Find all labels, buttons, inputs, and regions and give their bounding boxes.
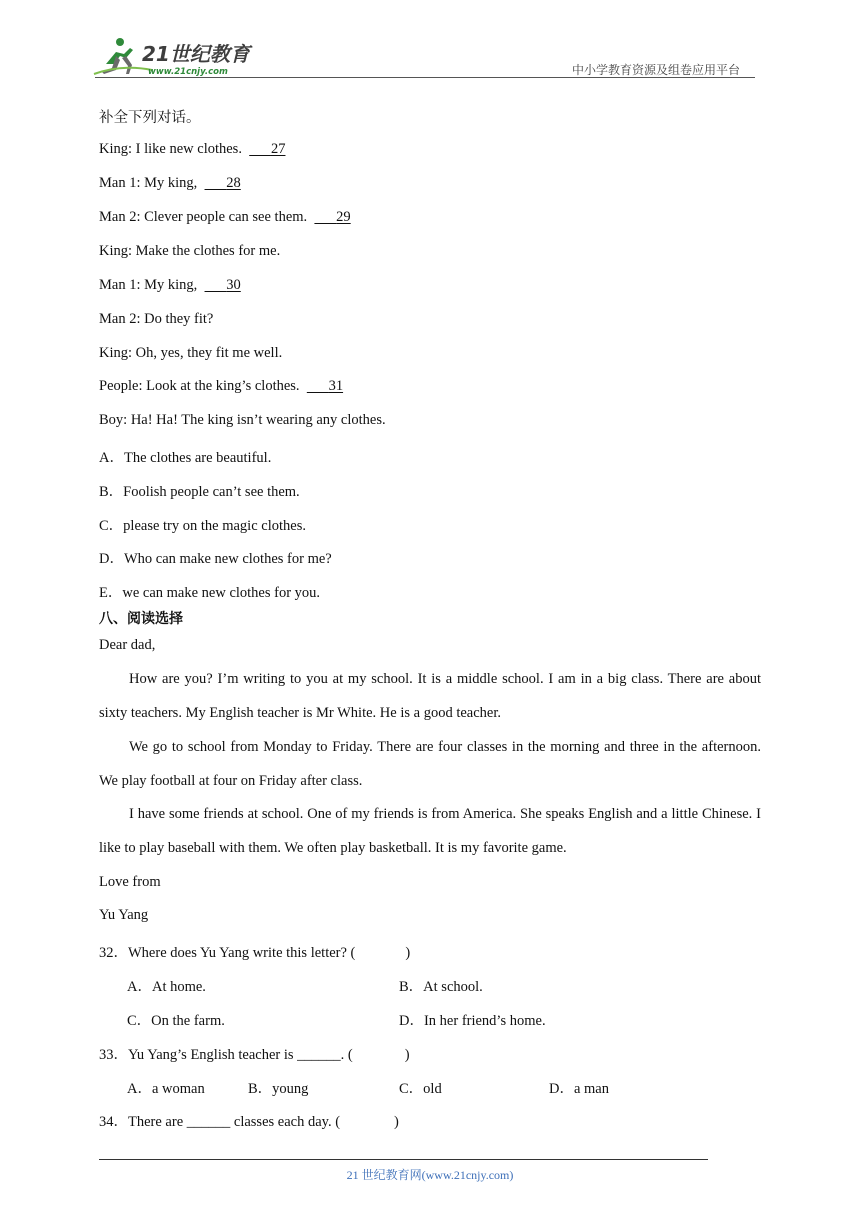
option-c: C．please try on the magic clothes. (99, 518, 306, 534)
footer-divider (99, 1159, 708, 1160)
option-e: E．we can make new clothes for you. (99, 585, 321, 601)
letter-greeting: Dear dad, (99, 637, 156, 653)
q32-option-c: C．On the farm. (127, 1013, 225, 1029)
letter-paragraph: How are you? I’m writing to you at my school. It is a middle school. I am in a big class. There are about sixty teachers. My English teacher is Mr White. He is a good teacher. (99, 671, 761, 721)
question-32: 32．Where does Yu Yang write this letter? ( ) (99, 945, 411, 961)
q32-option-b: B．At school. (399, 979, 483, 995)
letter-paragraph: We go to school from Monday to Friday. There are four classes in the morning and three in the afternoon. We play football at four on Friday after class. (99, 739, 761, 789)
dialogue-line: Man 1: My king, 30 (99, 277, 241, 293)
dialogue-line: Man 2: Clever people can see them. 29 (99, 209, 351, 225)
q33-option-c: C．old (399, 1081, 442, 1097)
q33-option-a: A．a woman (127, 1081, 205, 1097)
option-a: A．The clothes are beautiful. (99, 450, 272, 466)
footer-text: 21 世纪教育网(www.21cnjy.com) (346, 1168, 514, 1182)
question-34: 34．There are ______ classes each day. ( ) (99, 1114, 399, 1130)
answer-blank: 29 (336, 209, 351, 225)
answer-blank: 28 (226, 175, 241, 191)
logo-url: www.21cnjy.com (148, 67, 228, 77)
header-divider (95, 77, 755, 78)
dialogue-line: King: I like new clothes. 27 (99, 141, 286, 157)
answer-blank: 31 (328, 378, 344, 394)
q33-option-b: B．young (248, 1081, 309, 1097)
dialogue-line: Boy: Ha! Ha! The king isn’t wearing any clothes. (99, 412, 386, 428)
dialogue-line: Man 2: Do they fit? (99, 311, 214, 327)
q33-option-d: D．a man (549, 1081, 609, 1097)
dialogue-line: Man 1: My king, 28 (99, 175, 241, 191)
option-d: D．Who can make new clothes for me? (99, 551, 332, 567)
dialogue-line: People: Look at the king’s clothes. 31 (99, 378, 344, 394)
q32-option-d: D．In her friend’s home. (399, 1013, 546, 1029)
header-platform-text: 中小学教育资源及组卷应用平台 (572, 63, 741, 77)
answer-blank: 30 (226, 277, 241, 293)
letter-paragraph: I have some friends at school. One of my friends is from America. She speaks English and a little Chinese. I like to play baseball with them. We often play basketball. It is my favorite game. (99, 806, 761, 856)
option-b: B．Foolish people can’t see them. (99, 484, 300, 500)
question-33: 33．Yu Yang’s English teacher is ______. ( ) (99, 1047, 410, 1063)
letter-signature: Yu Yang (99, 907, 149, 923)
dialogue-line: King: Oh, yes, they fit me well. (99, 345, 283, 361)
section8-title: 八、阅读选择 (99, 611, 183, 627)
logo-title: 21世纪教育 (142, 42, 250, 66)
site-logo (92, 34, 262, 78)
q32-option-a: A．At home. (127, 979, 206, 995)
answer-blank: 27 (270, 141, 286, 157)
letter-closing: Love from (99, 874, 161, 890)
dialogue-line: King: Make the clothes for me. (99, 243, 281, 259)
section7-instruction: 补全下列对话。 (99, 110, 201, 126)
